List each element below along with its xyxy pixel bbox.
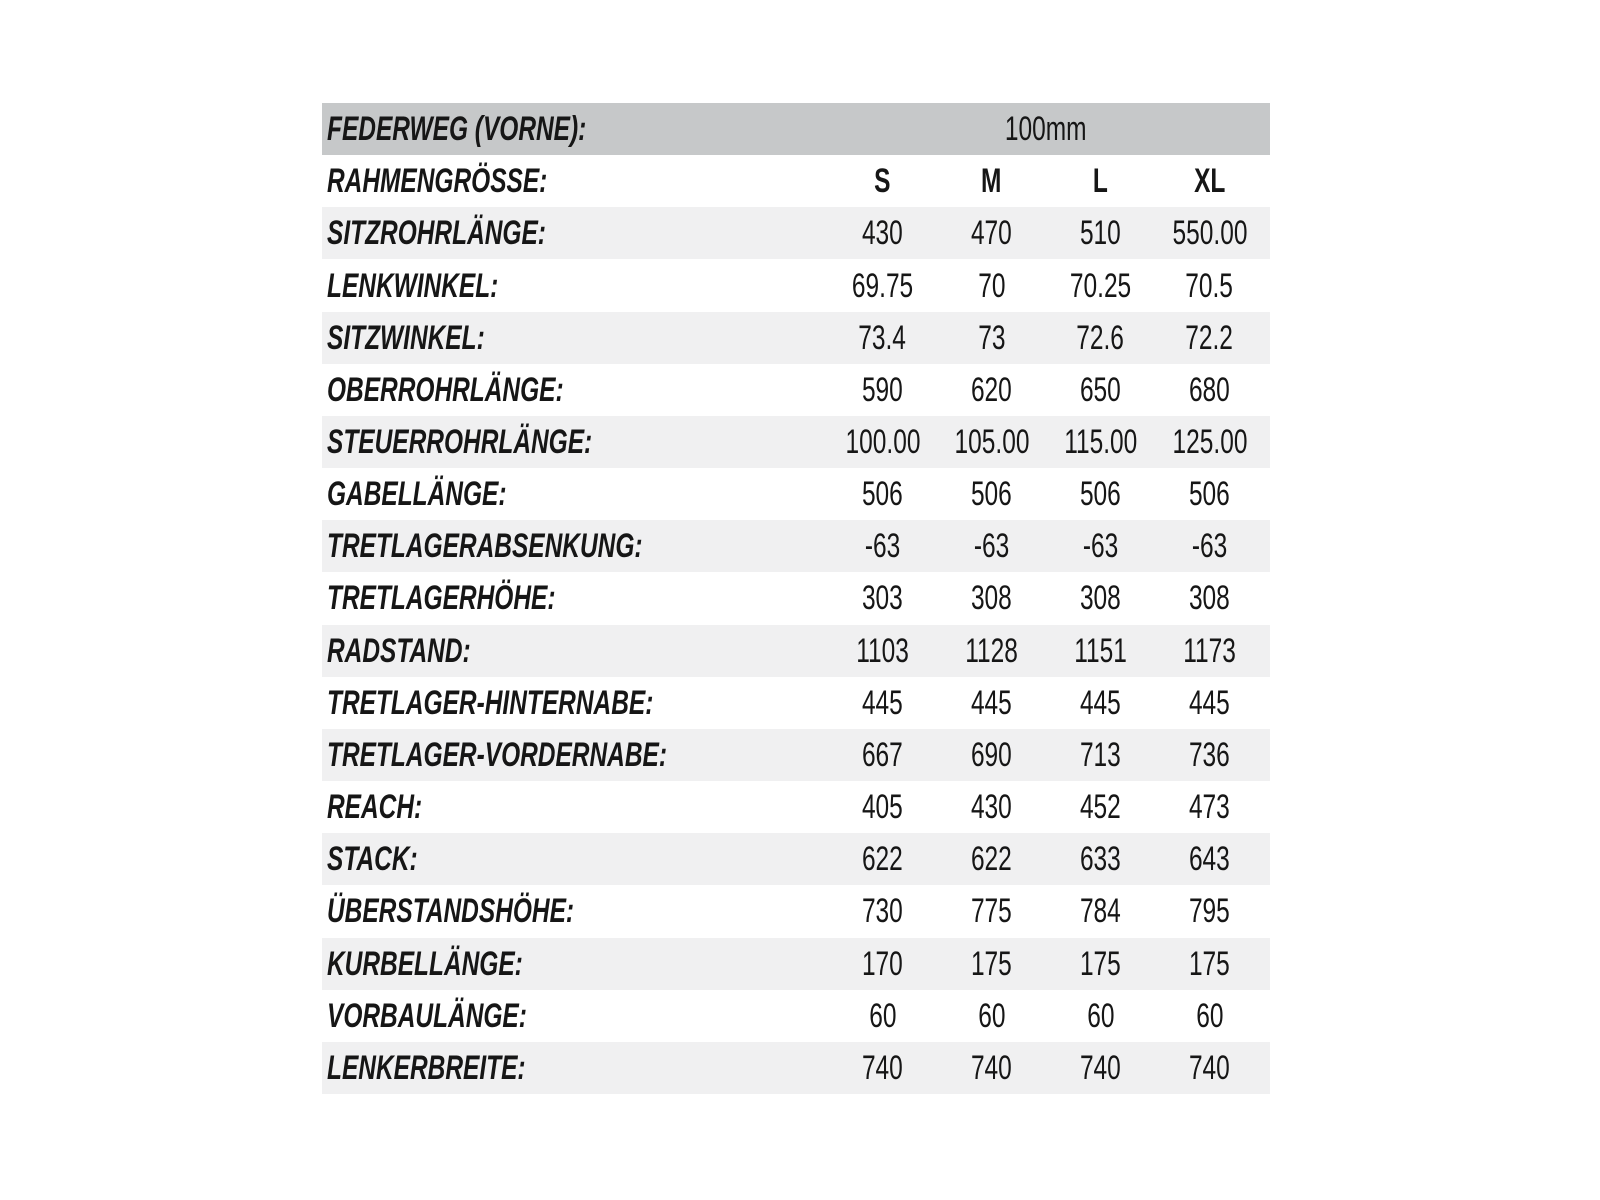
row-label: [322, 892, 828, 931]
row-value: [828, 840, 937, 879]
row-value: [1046, 892, 1155, 931]
row-label-text: STACK:: [327, 840, 418, 879]
row-value-text: 175: [971, 944, 1012, 983]
geometry-table: [322, 103, 1270, 1094]
row-value: [828, 266, 937, 305]
row-value: [937, 266, 1046, 305]
row-label: [322, 996, 828, 1035]
row-label: [322, 840, 828, 879]
row-value: [828, 527, 937, 566]
row-value-text: 303: [862, 579, 903, 618]
row-value: [1046, 318, 1155, 357]
row-value-text: 1151: [1074, 631, 1127, 670]
row-value: [937, 892, 1046, 931]
row-value-text: 680: [1189, 370, 1230, 409]
row-value: [1155, 266, 1264, 305]
row-value-text: 740: [1189, 1048, 1230, 1087]
row-label-text: SITZWINKEL:: [327, 318, 485, 357]
row-value: [1155, 579, 1264, 618]
row-value-text: 506: [1080, 475, 1121, 514]
row-value-text: 1103: [856, 631, 909, 670]
row-label: [322, 944, 828, 983]
row-label: [322, 683, 828, 722]
row-value-text: 590: [862, 370, 903, 409]
row-value-text: 70.5: [1185, 266, 1234, 305]
row-value-text: 430: [862, 214, 903, 253]
row-value: [828, 892, 937, 931]
table-row: [322, 625, 1270, 677]
row-value-text: 506: [971, 475, 1012, 514]
row-value-text: 170: [862, 944, 903, 983]
row-value-text: 620: [971, 370, 1012, 409]
row-label-text: KURBELLÄNGE:: [327, 944, 523, 983]
row-value: [937, 475, 1046, 514]
row-label-text: STEUERROHRLÄNGE:: [327, 423, 593, 462]
row-value-text: 105.00: [954, 423, 1029, 462]
row-value-text: 445: [1189, 683, 1230, 722]
size-col-s: [828, 162, 937, 201]
row-label-text: TRETLAGER-VORDERNABE:: [327, 735, 667, 774]
row-value: [1046, 527, 1155, 566]
row-value-text: -63: [1191, 527, 1228, 566]
size-col-l-text: L: [1093, 162, 1108, 201]
row-value-text: 73.4: [858, 318, 907, 357]
table-row: [322, 885, 1270, 937]
row-value: [1046, 1048, 1155, 1087]
row-value-text: 622: [862, 840, 903, 879]
size-col-s-text: S: [874, 162, 891, 201]
table-body: [322, 207, 1270, 1094]
row-value-text: 643: [1189, 840, 1230, 879]
row-value: [1155, 944, 1264, 983]
row-value-text: 125.00: [1172, 423, 1247, 462]
row-value-text: 633: [1080, 840, 1121, 879]
table-row: [322, 833, 1270, 885]
row-value-text: 473: [1189, 788, 1230, 827]
row-value: [1155, 1048, 1264, 1087]
row-label: [322, 318, 828, 357]
row-value-text: 60: [1195, 996, 1224, 1035]
row-label: [322, 370, 828, 409]
row-value: [937, 423, 1046, 462]
row-value: [828, 370, 937, 409]
size-col-l: [1046, 162, 1155, 201]
size-header-label: [322, 162, 828, 201]
row-value: [1046, 788, 1155, 827]
row-label: [322, 527, 828, 566]
row-value: [828, 788, 937, 827]
row-value: [937, 996, 1046, 1035]
row-label: [322, 631, 828, 670]
row-value: [1155, 475, 1264, 514]
table-row: [322, 781, 1270, 833]
row-label-text: SITZROHRLÄNGE:: [327, 214, 546, 253]
row-value: [1155, 735, 1264, 774]
row-value-text: 445: [862, 683, 903, 722]
row-value: [937, 631, 1046, 670]
table-row: [322, 990, 1270, 1042]
row-value: [937, 840, 1046, 879]
row-label-text: GABELLÄNGE:: [327, 475, 507, 514]
table-row: [322, 468, 1270, 520]
row-value-text: 430: [971, 788, 1012, 827]
row-value-text: 115.00: [1063, 423, 1138, 462]
row-value-text: 405: [862, 788, 903, 827]
row-label: [322, 266, 828, 305]
row-label: [322, 1048, 828, 1087]
row-value-text: 506: [1189, 475, 1230, 514]
table-row: [322, 364, 1270, 416]
row-value: [1046, 840, 1155, 879]
row-value-text: 506: [862, 475, 903, 514]
row-value-text: 740: [1080, 1048, 1121, 1087]
row-label: [322, 214, 828, 253]
row-value: [937, 318, 1046, 357]
row-value: [937, 214, 1046, 253]
row-value: [937, 527, 1046, 566]
row-value-text: 175: [1080, 944, 1121, 983]
row-label-text: REACH:: [327, 788, 423, 827]
size-header-label-text: RAHMENGRÖSSE:: [327, 162, 548, 201]
row-value: [937, 788, 1046, 827]
table-row: [322, 938, 1270, 990]
row-value: [828, 214, 937, 253]
row-value-text: 510: [1080, 214, 1121, 253]
row-value-text: 690: [971, 735, 1012, 774]
row-value-text: 60: [868, 996, 897, 1035]
row-label: [322, 423, 828, 462]
row-value: [1155, 370, 1264, 409]
row-value: [1046, 579, 1155, 618]
row-value-text: 445: [1080, 683, 1121, 722]
row-value: [937, 1048, 1046, 1087]
row-label-text: ÜBERSTANDSHÖHE:: [327, 892, 575, 931]
table-row: [322, 259, 1270, 311]
row-label-text: TRETLAGER-HINTERNABE:: [327, 683, 654, 722]
row-value-text: -63: [1082, 527, 1119, 566]
row-label-text: TRETLAGERHÖHE:: [327, 579, 556, 618]
row-value-text: 60: [977, 996, 1006, 1035]
row-value: [1046, 370, 1155, 409]
row-value: [1046, 683, 1155, 722]
row-value-text: 70: [977, 266, 1006, 305]
row-value-text: 100.00: [845, 423, 920, 462]
row-value: [1155, 631, 1264, 670]
row-value: [1155, 840, 1264, 879]
travel-value: [828, 110, 1264, 149]
row-value: [828, 683, 937, 722]
row-value-text: 795: [1189, 892, 1230, 931]
row-value: [937, 370, 1046, 409]
row-value: [1155, 996, 1264, 1035]
row-label: [322, 579, 828, 618]
row-value-text: 72.6: [1076, 318, 1125, 357]
travel-label: [322, 110, 828, 149]
row-value: [828, 318, 937, 357]
row-value: [937, 683, 1046, 722]
row-label-text: TRETLAGERABSENKUNG:: [327, 527, 643, 566]
row-value-text: 470: [971, 214, 1012, 253]
row-value-text: 730: [862, 892, 903, 931]
table-row: [322, 729, 1270, 781]
travel-label-text: FEDERWEG (VORNE):: [327, 110, 587, 149]
row-label-text: RADSTAND:: [327, 631, 471, 670]
row-value-text: 784: [1080, 892, 1121, 931]
row-value-text: 72.2: [1185, 318, 1234, 357]
row-value-text: 550.00: [1172, 214, 1247, 253]
row-value-text: 622: [971, 840, 1012, 879]
row-label: [322, 735, 828, 774]
row-value: [1155, 318, 1264, 357]
row-value: [1046, 214, 1155, 253]
row-value-text: 667: [862, 735, 903, 774]
row-value-text: 452: [1080, 788, 1121, 827]
row-value: [937, 944, 1046, 983]
row-value-text: 60: [1086, 996, 1115, 1035]
row-value-text: 70.25: [1069, 266, 1132, 305]
row-value-text: 69.75: [851, 266, 914, 305]
row-value: [1046, 475, 1155, 514]
row-label: [322, 788, 828, 827]
row-value-text: 308: [1189, 579, 1230, 618]
row-value: [1155, 423, 1264, 462]
row-label-text: LENKERBREITE:: [327, 1048, 526, 1087]
row-value: [1046, 944, 1155, 983]
row-value-text: -63: [864, 527, 901, 566]
row-value: [828, 1048, 937, 1087]
row-value: [1046, 631, 1155, 670]
row-value: [1046, 423, 1155, 462]
row-value: [828, 996, 937, 1035]
size-col-xl-text: XL: [1193, 162, 1226, 201]
table-row: [322, 677, 1270, 729]
travel-value-text: 100mm: [1005, 110, 1087, 149]
table-row: [322, 416, 1270, 468]
row-value-text: 1128: [965, 631, 1018, 670]
size-col-xl: [1155, 162, 1264, 201]
row-value: [828, 475, 937, 514]
row-value: [1155, 892, 1264, 931]
row-value: [1155, 214, 1264, 253]
row-value-text: 650: [1080, 370, 1121, 409]
row-value: [1046, 735, 1155, 774]
row-value-text: -63: [973, 527, 1010, 566]
row-value-text: 445: [971, 683, 1012, 722]
row-value: [937, 735, 1046, 774]
table-row: [322, 520, 1270, 572]
row-value: [828, 423, 937, 462]
row-value-text: 308: [971, 579, 1012, 618]
row-label-text: VORBAULÄNGE:: [327, 996, 527, 1035]
row-value: [1155, 788, 1264, 827]
row-value: [828, 579, 937, 618]
row-value-text: 740: [862, 1048, 903, 1087]
row-label-text: OBERROHRLÄNGE:: [327, 370, 564, 409]
row-value-text: 175: [1189, 944, 1230, 983]
table-row: [322, 572, 1270, 624]
row-value-text: 1173: [1183, 631, 1236, 670]
size-header-row: [322, 155, 1270, 207]
row-value: [937, 579, 1046, 618]
row-value-text: 73: [977, 318, 1006, 357]
row-label: [322, 475, 828, 514]
row-value: [1155, 683, 1264, 722]
table-row: [322, 312, 1270, 364]
row-value-text: 308: [1080, 579, 1121, 618]
row-value: [828, 944, 937, 983]
row-value: [1046, 266, 1155, 305]
table-row: [322, 207, 1270, 259]
table-row: [322, 1042, 1270, 1094]
row-value-text: 740: [971, 1048, 1012, 1087]
size-col-m-text: M: [981, 162, 1002, 201]
travel-row: [322, 103, 1270, 155]
row-label-text: LENKWINKEL:: [327, 266, 499, 305]
row-value: [1155, 527, 1264, 566]
row-value: [828, 631, 937, 670]
row-value: [828, 735, 937, 774]
row-value-text: 775: [971, 892, 1012, 931]
row-value: [1046, 996, 1155, 1035]
row-value-text: 736: [1189, 735, 1230, 774]
row-value-text: 713: [1080, 735, 1121, 774]
size-col-m: [937, 162, 1046, 201]
